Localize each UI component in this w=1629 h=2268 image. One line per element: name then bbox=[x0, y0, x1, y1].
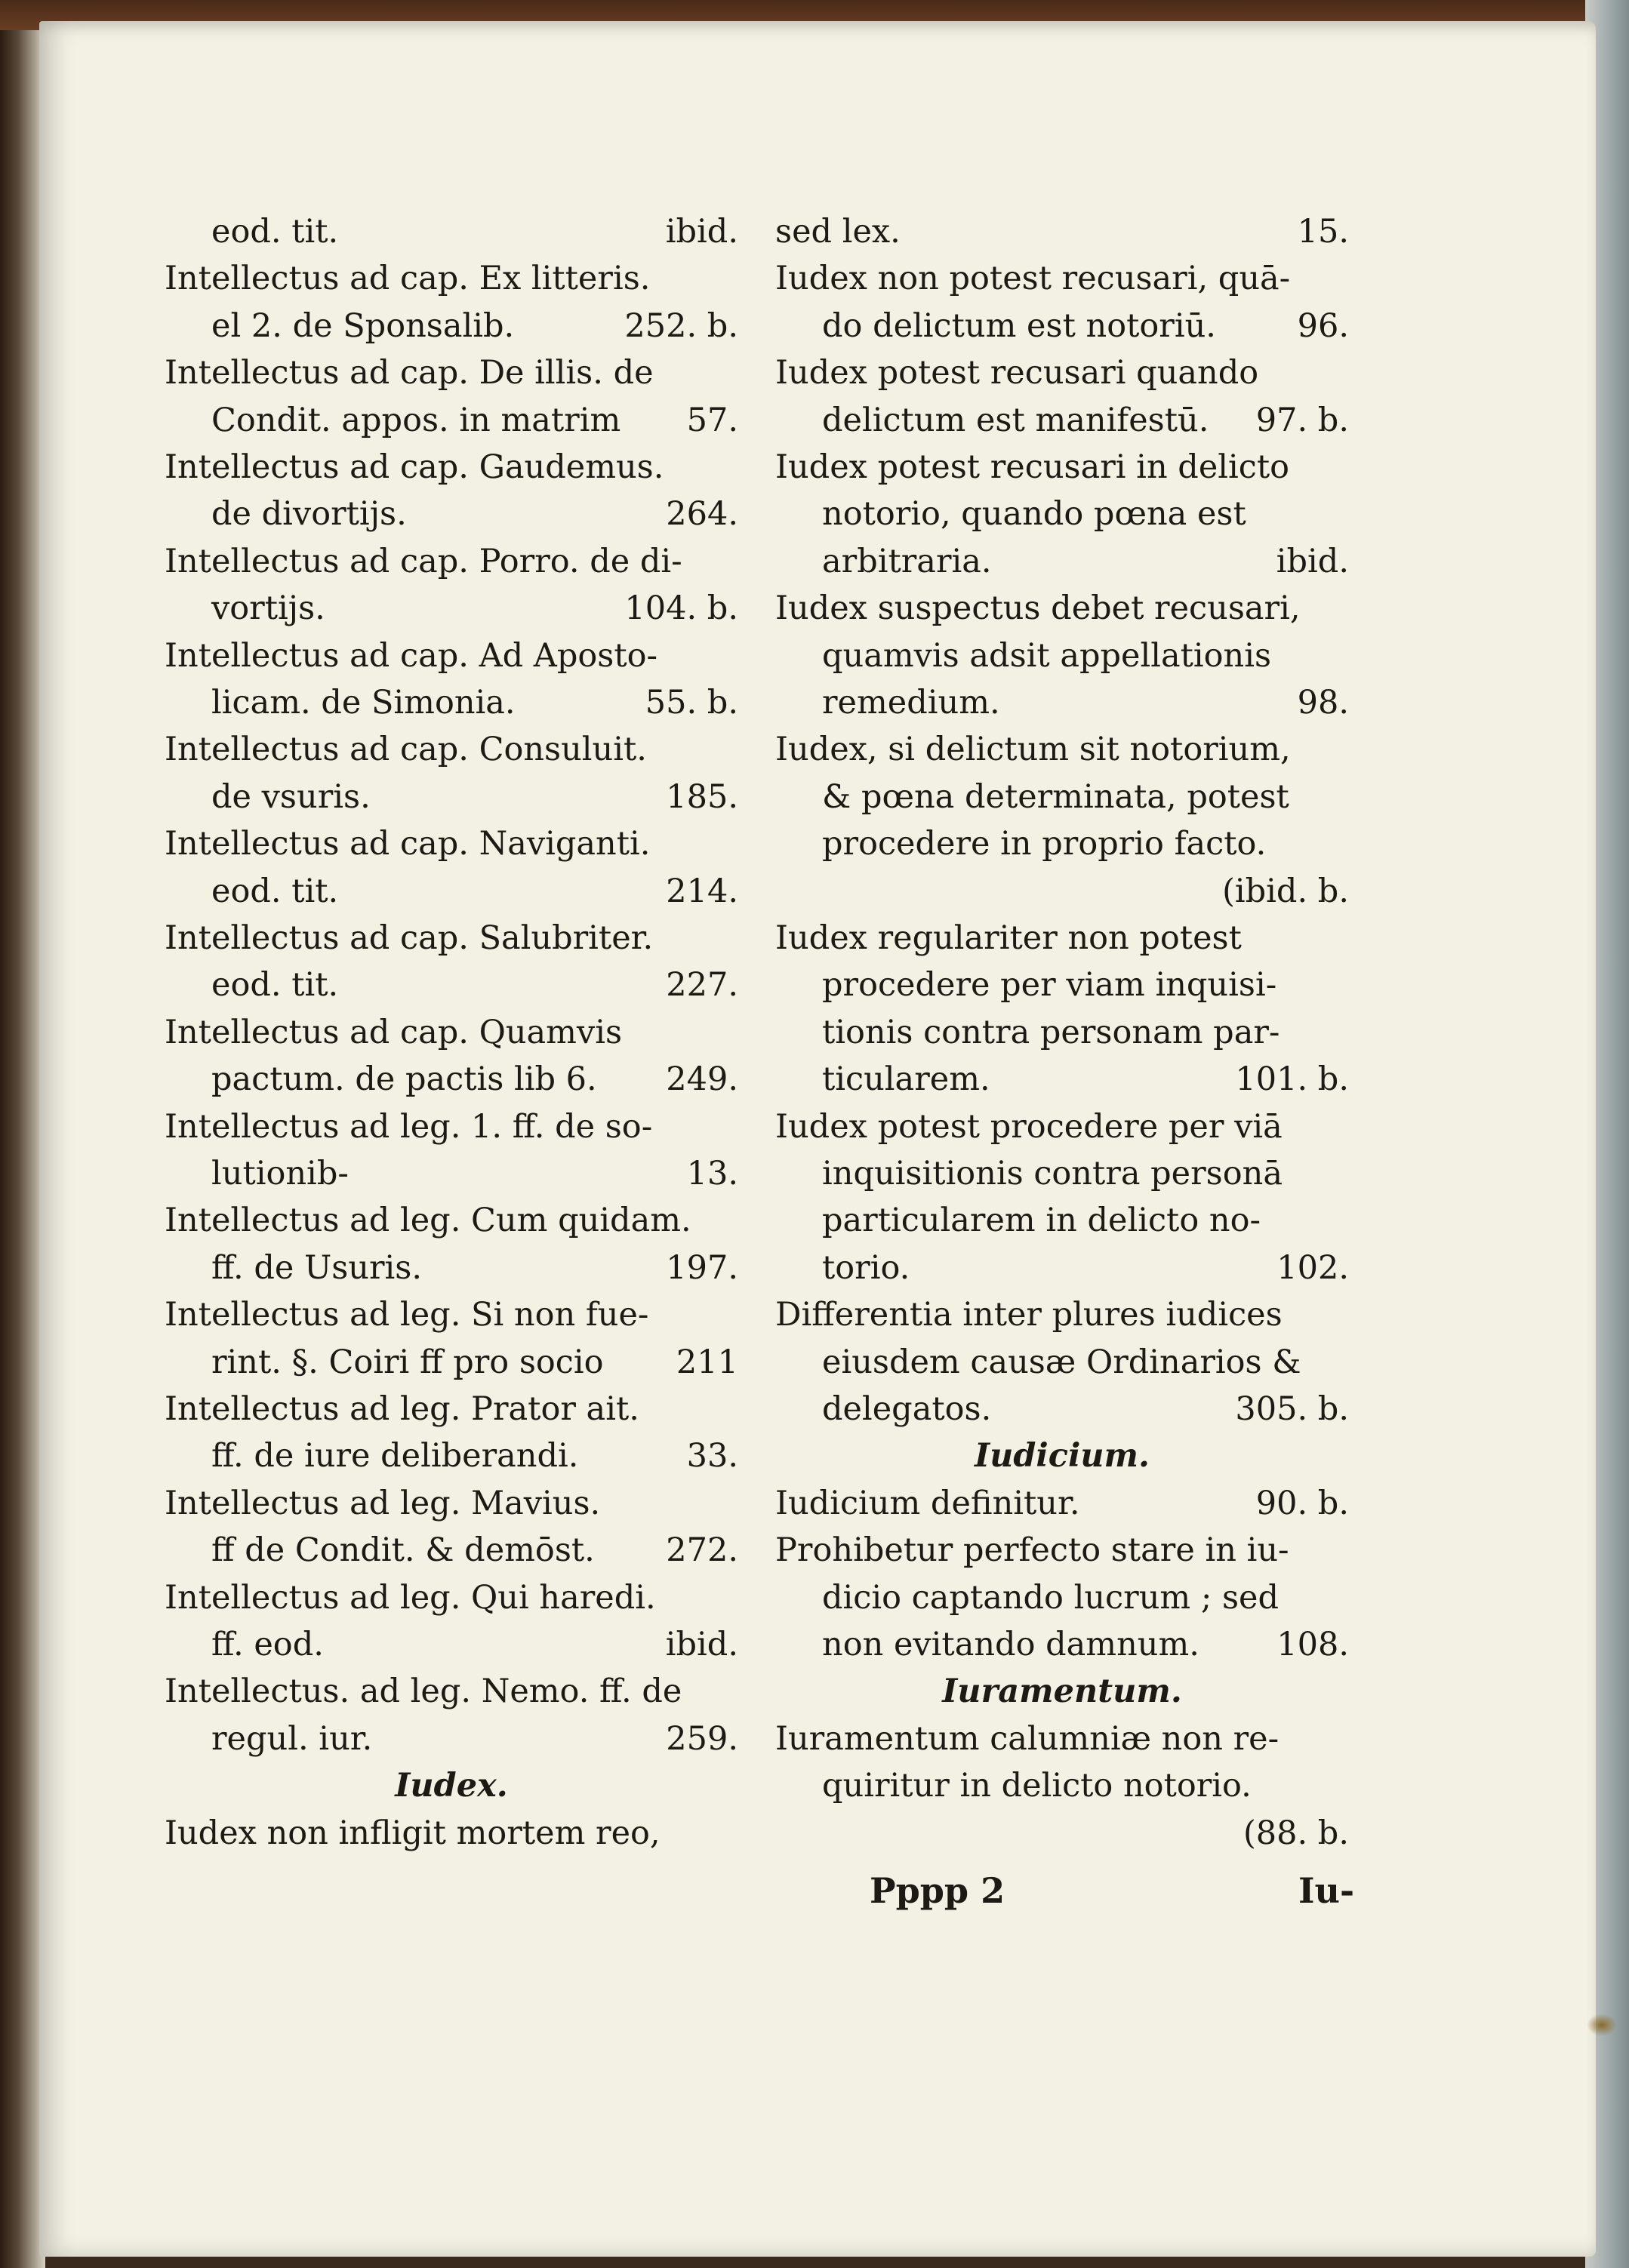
entry-text: Iudicium definitur. bbox=[775, 1484, 1080, 1522]
entry-text: procedere in proprio facto. bbox=[822, 825, 1267, 863]
index-entry-line bbox=[165, 1621, 738, 1668]
entry-text: vortijs. bbox=[211, 589, 325, 628]
page-reference: 252. b. bbox=[624, 306, 738, 345]
page-reference: 305. b. bbox=[1235, 1390, 1349, 1428]
index-entry-line bbox=[775, 538, 1349, 585]
index-entry-line bbox=[165, 1291, 738, 1338]
entry-text: torio. bbox=[822, 1248, 910, 1287]
entry-text: quiritur in delicto notorio. bbox=[822, 1767, 1252, 1805]
page-reference: ibid. bbox=[665, 213, 738, 251]
book-gutter bbox=[0, 30, 45, 2268]
index-entry-line bbox=[165, 1150, 738, 1197]
section-heading bbox=[165, 1762, 738, 1809]
index-entry-line bbox=[165, 444, 738, 491]
entry-text: Intellectus ad leg. Mavius. bbox=[165, 1484, 601, 1522]
entry-text: regul. iur. bbox=[211, 1719, 373, 1758]
page-reference: 211 bbox=[676, 1343, 738, 1381]
entry-text: Intellectus ad leg. Cum quidam. bbox=[165, 1202, 691, 1240]
entry-text: Iudex non infligit mortem reo, bbox=[165, 1814, 661, 1852]
entry-text: Intellectus ad cap. De illis. de bbox=[165, 354, 654, 392]
entry-text: tionis contra personam par- bbox=[822, 1013, 1280, 1051]
entry-text: notorio, quando pœna est bbox=[822, 495, 1246, 534]
index-entry-line bbox=[165, 820, 738, 867]
index-entry-line bbox=[775, 1810, 1349, 1857]
entry-text: eod. tit. bbox=[211, 872, 339, 910]
entry-text: ticularem. bbox=[822, 1060, 990, 1099]
entry-text: Iudex potest procedere per viā bbox=[775, 1107, 1283, 1146]
page-reference: 227. bbox=[666, 966, 738, 1005]
page-reference: ibid. bbox=[1276, 542, 1349, 580]
index-entry-line bbox=[165, 1197, 738, 1244]
entry-text: Iudex non potest recusari, quā- bbox=[775, 260, 1291, 298]
entry-text: rint. §. Coiri ff pro socio bbox=[211, 1343, 604, 1381]
entry-text: de vsuris. bbox=[211, 777, 371, 816]
entry-text: Iudex potest recusari quando bbox=[775, 354, 1259, 392]
index-entry-line bbox=[775, 444, 1349, 491]
index-entry-line bbox=[165, 303, 738, 349]
index-column-left bbox=[165, 208, 738, 1922]
entry-text: eod. tit. bbox=[211, 213, 339, 251]
index-entry-line bbox=[165, 1527, 738, 1574]
entry-text: arbitraria. bbox=[822, 542, 992, 580]
entry-text: Intellectus ad cap. Quamvis bbox=[165, 1013, 623, 1051]
entry-text: Intellectus ad cap. Salubriter. bbox=[165, 919, 654, 957]
entry-text: inquisitionis contra personā bbox=[822, 1155, 1283, 1192]
entry-text: Intellectus ad leg. Prator ait. bbox=[165, 1390, 639, 1428]
index-entry-line bbox=[775, 1386, 1349, 1433]
index-entry-line bbox=[165, 1480, 738, 1527]
entry-text: pactum. de pactis lib 6. bbox=[211, 1060, 597, 1099]
entry-text: procedere per viam inquisi- bbox=[822, 966, 1277, 1005]
index-entry-line bbox=[165, 1103, 738, 1150]
index-entry-line bbox=[165, 1339, 738, 1386]
entry-text: do delictum est notoriū. bbox=[822, 306, 1216, 345]
index-entry-line bbox=[775, 1103, 1349, 1150]
entry-text: Intellectus. ad leg. Nemo. ff. de bbox=[165, 1673, 682, 1711]
index-entry-line bbox=[775, 632, 1349, 679]
page-reference: 97. b. bbox=[1255, 401, 1349, 439]
entry-text: Iudex suspectus debet recusari, bbox=[775, 589, 1301, 628]
index-entry-line bbox=[165, 1810, 738, 1857]
index-entry-line bbox=[775, 491, 1349, 537]
entry-text: Intellectus ad cap. Naviganti. bbox=[165, 825, 651, 863]
entry-text: remedium. bbox=[822, 684, 1000, 722]
entry-text: ff de Condit. & demōst. bbox=[211, 1531, 595, 1570]
index-entry-line bbox=[775, 868, 1349, 915]
index-entry-line bbox=[165, 538, 738, 585]
page-reference: 98. bbox=[1297, 684, 1349, 722]
entry-text: Iudex regulariter non potest bbox=[775, 919, 1242, 957]
entry-text: Condit. appos. in matrim bbox=[211, 401, 621, 439]
index-entry-line bbox=[165, 962, 738, 1008]
index-entry-line bbox=[775, 774, 1349, 820]
page-reference: 197. bbox=[666, 1248, 738, 1287]
index-entry-line bbox=[775, 1291, 1349, 1338]
entry-text: Iudicium. bbox=[974, 1437, 1150, 1476]
index-entry-line bbox=[775, 1480, 1349, 1527]
page-reference: 259. bbox=[666, 1719, 738, 1758]
index-entry-line bbox=[165, 632, 738, 679]
index-entry-line bbox=[775, 1009, 1349, 1056]
entry-text: sed lex. bbox=[775, 213, 901, 251]
page-reference: 214. bbox=[666, 872, 738, 910]
index-entry-line bbox=[775, 679, 1349, 726]
book-page bbox=[39, 21, 1596, 2257]
index-entry-line bbox=[165, 1668, 738, 1715]
index-entry-line bbox=[165, 397, 738, 444]
catchword: Iu- bbox=[1298, 1870, 1355, 1911]
entry-text: Iudex, si delictum sit notorium, bbox=[775, 731, 1291, 769]
index-entry-line bbox=[165, 1386, 738, 1433]
index-entry-line bbox=[165, 491, 738, 537]
index-entry-line bbox=[775, 1197, 1349, 1244]
entry-text: Iuramentum. bbox=[942, 1673, 1182, 1711]
page-reference: 55. b. bbox=[645, 684, 738, 722]
entry-text: Prohibetur perfecto stare in iu- bbox=[775, 1531, 1289, 1570]
page-reference: 102. bbox=[1276, 1248, 1349, 1287]
page-reference: 57. bbox=[686, 401, 738, 439]
page-reference: 108. bbox=[1276, 1626, 1349, 1663]
index-entry-line bbox=[775, 208, 1349, 255]
index-entry-line bbox=[165, 679, 738, 726]
index-entry-line bbox=[775, 1762, 1349, 1809]
page-reference: (88. b. bbox=[1243, 1814, 1349, 1852]
page-reference: 249. bbox=[666, 1060, 738, 1099]
index-entry-line bbox=[165, 726, 738, 773]
entry-text: Intellectus ad cap. Consuluit. bbox=[165, 731, 647, 769]
index-column-right bbox=[775, 208, 1349, 1922]
index-entry-line bbox=[165, 1245, 738, 1291]
entry-text: de divortijs. bbox=[211, 495, 407, 534]
index-entry-line bbox=[775, 962, 1349, 1008]
page-reference: 185. bbox=[666, 777, 738, 816]
entry-text: particularem in delicto no- bbox=[822, 1202, 1261, 1240]
entry-text: delegatos. bbox=[822, 1390, 992, 1428]
entry-text: ff. de iure deliberandi. bbox=[211, 1437, 579, 1476]
index-entry-line bbox=[165, 255, 738, 302]
entry-text: ff. de Usuris. bbox=[211, 1248, 423, 1287]
page-reference: 264. bbox=[666, 495, 738, 534]
index-entry-line bbox=[775, 1339, 1349, 1386]
index-entry-line bbox=[775, 820, 1349, 867]
page-reference: 33. bbox=[686, 1437, 738, 1476]
index-entry-line bbox=[775, 349, 1349, 396]
page-reference: (ibid. b. bbox=[1222, 872, 1349, 910]
index-entry-line bbox=[775, 397, 1349, 444]
entry-text: delictum est manifestū. bbox=[822, 401, 1209, 439]
index-entry-line bbox=[165, 1009, 738, 1056]
index-entry-line bbox=[775, 1245, 1349, 1291]
index-entry-line bbox=[775, 255, 1349, 302]
entry-text: Intellectus ad leg. Si non fue- bbox=[165, 1296, 649, 1334]
index-entry-line bbox=[165, 915, 738, 962]
index-entry-line bbox=[775, 1621, 1349, 1668]
index-entry-line bbox=[775, 1574, 1349, 1621]
page-reference: 272. bbox=[666, 1531, 738, 1570]
index-entry-line bbox=[165, 1056, 738, 1103]
page-reference: 96. bbox=[1297, 306, 1349, 345]
entry-text: Intellectus ad cap. Ex litteris. bbox=[165, 260, 651, 298]
entry-text: eiusdem causæ Ordinarios & bbox=[822, 1343, 1301, 1381]
entry-text: non evitando damnum. bbox=[822, 1626, 1199, 1663]
entry-text: dicio captando lucrum ; sed bbox=[822, 1578, 1279, 1617]
page-reference: 15. bbox=[1297, 213, 1349, 251]
index-entry-line bbox=[775, 585, 1349, 632]
signature-mark: Pppp 2 bbox=[870, 1870, 1005, 1911]
entry-text: el 2. de Sponsalib. bbox=[211, 306, 515, 345]
entry-text: lutionib- bbox=[211, 1155, 349, 1192]
entry-text: Intellectus ad cap. Porro. de di- bbox=[165, 542, 682, 580]
entry-text: Iudex potest recusari in delicto bbox=[775, 448, 1290, 486]
index-entry-line bbox=[775, 303, 1349, 349]
entry-text: Intellectus ad cap. Ad Aposto- bbox=[165, 636, 658, 675]
section-heading bbox=[775, 1433, 1349, 1479]
entry-text: ff. eod. bbox=[211, 1626, 324, 1663]
entry-text: Iuramentum calumniæ non re- bbox=[775, 1719, 1279, 1758]
entry-text: Intellectus ad leg. Qui haredi. bbox=[165, 1578, 656, 1617]
index-entry-line bbox=[165, 585, 738, 632]
entry-text: eod. tit. bbox=[211, 966, 339, 1005]
index-entry-line bbox=[165, 774, 738, 820]
entry-text: & pœna determinata, potest bbox=[822, 777, 1289, 816]
entry-text: licam. de Simonia. bbox=[211, 684, 516, 722]
index-entry-line bbox=[775, 726, 1349, 773]
entry-text: Iudex. bbox=[395, 1767, 508, 1805]
index-entry-line bbox=[775, 1527, 1349, 1574]
page-reference: 101. b. bbox=[1235, 1060, 1349, 1099]
page-reference: 13. bbox=[686, 1155, 738, 1192]
section-heading bbox=[775, 1668, 1349, 1715]
index-entry-line bbox=[775, 915, 1349, 962]
page-reference: 104. b. bbox=[624, 589, 738, 628]
index-entry-line bbox=[165, 208, 738, 255]
entry-text: quamvis adsit appellationis bbox=[822, 636, 1272, 675]
paper-stain bbox=[1587, 2014, 1617, 2036]
entry-text: Intellectus ad leg. 1. ff. de so- bbox=[165, 1107, 653, 1146]
index-entry-line bbox=[165, 349, 738, 396]
index-entry-line bbox=[165, 868, 738, 915]
index-entry-line bbox=[775, 1150, 1349, 1197]
page-reference: ibid. bbox=[665, 1626, 738, 1663]
index-entry-line bbox=[775, 1056, 1349, 1103]
index-entry-line bbox=[165, 1574, 738, 1621]
entry-text: Intellectus ad cap. Gaudemus. bbox=[165, 448, 664, 486]
index-entry-line bbox=[165, 1433, 738, 1479]
page-reference: 90. b. bbox=[1255, 1484, 1349, 1522]
entry-text: Differentia inter plures iudices bbox=[775, 1296, 1283, 1334]
index-entry-line bbox=[165, 1716, 738, 1762]
index-entry-line bbox=[775, 1716, 1349, 1762]
